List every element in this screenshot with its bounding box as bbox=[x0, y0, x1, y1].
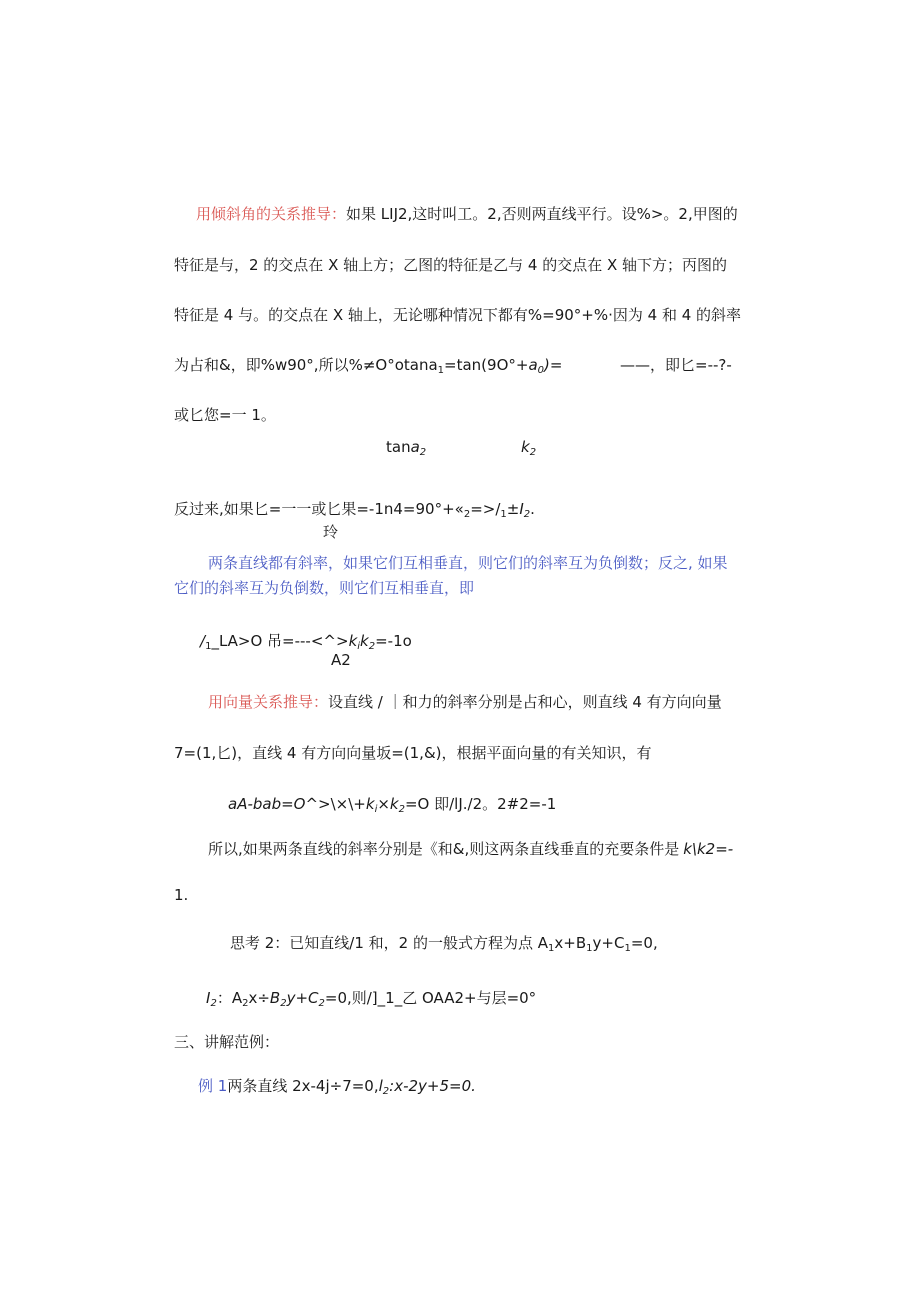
theorem-line-1: 两条直线都有斜率，如果它们互相垂直，则它们的斜率互为负倒数；反之, 如果 bbox=[208, 554, 728, 572]
heading-slope-angle: 用倾斜角的关系推导： bbox=[196, 205, 347, 223]
italic-span: k bbox=[360, 632, 369, 650]
text-span: \×\+ bbox=[330, 795, 366, 813]
italic-span: aA-bab=O^> bbox=[228, 795, 331, 813]
text-line-5: 或匕您=一 1。 bbox=[174, 406, 276, 424]
section-title: 三、讲解范例： bbox=[174, 1033, 280, 1051]
subscript: 1 bbox=[624, 943, 631, 954]
italic-span: B bbox=[269, 989, 281, 1007]
text-span: 思考 2：已知直线/1 和，2 的一般式方程为点 A bbox=[230, 934, 549, 952]
italic-span: / bbox=[200, 632, 206, 650]
text-span: =0, bbox=[630, 934, 658, 952]
text-span: =-1o bbox=[375, 632, 412, 650]
italic-span: I bbox=[519, 500, 524, 518]
text-span: x÷ bbox=[248, 989, 270, 1007]
text-span: =tan(9O° bbox=[444, 356, 516, 374]
text-span: =0,则/]_1_乙 OAA2+与层=0° bbox=[324, 989, 537, 1007]
line-equation-l2 bbox=[206, 988, 536, 1014]
subscript: 2 bbox=[382, 1086, 390, 1097]
text-span: × bbox=[377, 795, 390, 813]
text-line-3: 特征是 4 与。的交点在 X 轴上，无论哪种情况下都有%=90°+%·因为 4 和 4 的斜率 bbox=[174, 306, 742, 324]
italic-span: l bbox=[378, 1077, 383, 1095]
example-label: 例 1 bbox=[198, 1077, 228, 1095]
formula-2 bbox=[228, 794, 556, 820]
subscript: 2 bbox=[529, 447, 537, 458]
fraction-denominator-left bbox=[386, 437, 426, 463]
text-line-2: 特征是与，2 的交点在 X 轴上方；乙图的特征是乙与 4 的交点在 X 轴下方；丙图的 bbox=[174, 256, 728, 274]
subscript: 2 bbox=[398, 804, 405, 815]
vector-line-2: 7=(1,匕)，直线 4 有方向向量坂=(1,&)，根据平面向量的有关知识，有 bbox=[174, 744, 652, 762]
italic-span: a bbox=[410, 438, 420, 456]
text-span: 如果 LIJ2,这时叫工。2,否则两直线平行。设%>。2,甲图的 bbox=[346, 205, 738, 223]
italic-span: y+C bbox=[286, 989, 319, 1007]
text-span: . bbox=[530, 500, 535, 518]
example-1 bbox=[198, 1076, 476, 1102]
italic-span: k bbox=[389, 795, 399, 813]
text-span: =>/ bbox=[470, 500, 501, 518]
text-span: tan bbox=[386, 438, 411, 456]
text-span: x+B bbox=[554, 934, 587, 952]
subscript: 2 bbox=[463, 509, 471, 520]
subscript: i bbox=[374, 804, 378, 815]
conclusion-line-1 bbox=[208, 839, 733, 859]
text-below-converse: 玲 bbox=[323, 523, 339, 541]
subscript: 1 bbox=[437, 365, 445, 376]
italic-span: k bbox=[348, 632, 358, 650]
subscript: 2 bbox=[210, 998, 217, 1009]
italic-span: k bbox=[365, 795, 375, 813]
subscript: 2 bbox=[523, 509, 531, 520]
think-2 bbox=[230, 933, 658, 959]
text-span: 所以,如果两条直线的斜率分别是《和&,则这两条直线垂直的充要条件是 bbox=[208, 840, 680, 858]
italic-span: k bbox=[521, 438, 530, 456]
italic-span: k\k2=- bbox=[683, 840, 734, 858]
text-span: ：A bbox=[216, 989, 243, 1007]
subscript: 2 bbox=[280, 998, 287, 1009]
italic-span: +a bbox=[515, 356, 538, 374]
text-line-converse bbox=[174, 499, 535, 525]
formula-1 bbox=[200, 631, 412, 657]
text-line-4-right: ——，即匕=--?- bbox=[620, 356, 732, 374]
formula-1-below: A2 bbox=[331, 651, 351, 669]
italic-span: :x-2y+5=0. bbox=[389, 1077, 476, 1095]
subscript: 1 bbox=[500, 509, 507, 520]
subscript: 0 bbox=[537, 365, 545, 376]
text-span: _LA>O 吊=---<^> bbox=[211, 632, 349, 650]
text-line-1 bbox=[196, 204, 738, 224]
subscript: i bbox=[357, 641, 361, 652]
text-span: y+C bbox=[592, 934, 625, 952]
subscript: 1 bbox=[548, 943, 555, 954]
subscript: 1 bbox=[586, 943, 593, 954]
text-line-4 bbox=[174, 355, 562, 381]
text-span: ± bbox=[506, 500, 520, 518]
fraction-denominator-right bbox=[521, 437, 536, 463]
vector-line-1 bbox=[208, 692, 722, 712]
subscript: 2 bbox=[419, 447, 427, 458]
conclusion-line-2: 1. bbox=[174, 886, 189, 904]
text-span: 反过来,如果匕=一一或匕果=-1n4=90°+« bbox=[174, 500, 464, 518]
subscript: 1 bbox=[205, 641, 212, 652]
subscript: 2 bbox=[368, 641, 376, 652]
text-span: 为占和&，即%w90°,所以%≠O°otana bbox=[174, 356, 438, 374]
text-span: =O 即/lJ./2。2#2=-1 bbox=[404, 795, 557, 813]
subscript: 2 bbox=[242, 998, 249, 1009]
theorem-line-2: 它们的斜率互为负倒数，则它们互相垂直，即 bbox=[174, 579, 475, 597]
italic-span: I bbox=[206, 989, 211, 1007]
heading-vector: 用向量关系推导： bbox=[208, 693, 329, 711]
text-span: 设直线 / ｜和力的斜率分别是占和心，则直线 4 有方向向量 bbox=[328, 693, 722, 711]
text-span: 两条直线 2x-4j÷7=0, bbox=[227, 1077, 379, 1095]
italic-span: )= bbox=[544, 356, 563, 374]
subscript: 2 bbox=[318, 998, 325, 1009]
